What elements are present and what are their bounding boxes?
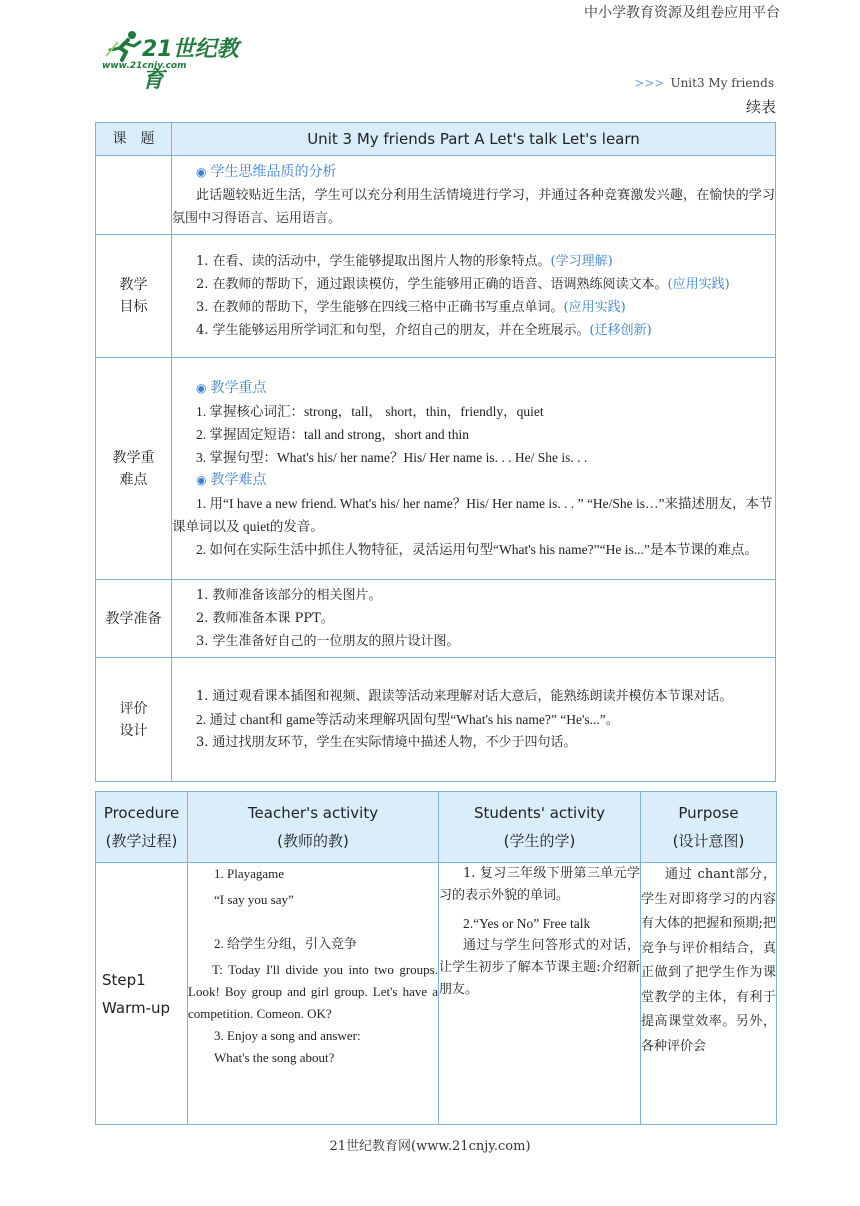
preparation-item: 3. 学生准备好自己的一位朋友的照片设计图。: [196, 634, 460, 649]
difficulty-heading-text: 教学难点: [210, 471, 267, 488]
lesson-title: Unit 3 My friends Part A Let's talk Let's learn: [172, 123, 776, 156]
logo-url: www.21cnjy.com: [102, 61, 187, 71]
continued-label: 续表: [745, 98, 776, 116]
student-item: 2.“Yes or No” Free talk: [463, 916, 591, 931]
teacher-item: “I say you say”: [214, 892, 294, 907]
purpose-cell: [641, 863, 777, 1125]
teacher-item: What's the song about?: [214, 1050, 335, 1065]
unit-breadcrumb: [634, 76, 774, 90]
preparation-cell: [172, 580, 776, 658]
preparation-row: [96, 580, 776, 658]
preparation-label: 教学准备: [96, 580, 172, 658]
evaluation-item: 1. 通过观看课本插图和视频、跟读等活动来理解对话大意后，能熟练朗读并模仿本节课对话。: [196, 689, 733, 704]
evaluation-row: [96, 658, 776, 782]
thinking-row: [96, 156, 776, 235]
teacher-item: 3. Enjoy a song and answer:: [214, 1028, 361, 1043]
logo-text: 21世纪教育: [142, 37, 239, 93]
difficulty-item: 1. 用“I have a new friend. What's his/ her name？His/ Her name is. . . ” “He/She is…”来描述朋友，本节课单词以及 quiet的发音。: [172, 495, 773, 534]
header-students: Students' activity (学生的学): [439, 792, 641, 863]
objective-item: 3. 在教师的帮助下，学生能够在四线三格中正确书写重点单词。(应用实践): [196, 300, 626, 315]
key-item: 1. 掌握核心词汇：strong，tall， short，thin，friendly，quiet: [196, 403, 544, 419]
key-heading-text: 教学重点: [210, 379, 267, 396]
teacher-item: 1. Playagame: [214, 866, 285, 881]
purpose-text: 通过 chant部分，学生对即将学习的内容有大体的把握和预期;把竞争与评价相结合，真正做到了把学生作为课堂教学的主体，有利于提高课堂效率。另外，各种评价会: [641, 867, 776, 1054]
preparation-item: 2. 教师准备本课 PPT。: [196, 611, 334, 626]
title-row: [96, 123, 776, 156]
evaluation-label: 评价设计: [96, 658, 172, 782]
bullet-icon: ◉: [196, 164, 207, 179]
title-label: 课 题: [96, 123, 172, 156]
teacher-dialogue: T: Today I'll divide you into two groups. Look! Boy group and girl group. Let's have a competition. Comeon. OK?: [188, 962, 438, 1021]
key-points-row: [96, 358, 776, 580]
thinking-label: [96, 156, 172, 235]
evaluation-item: 2. 通过 chant和 game等活动来理解巩固句型“What's his name?” “He's...”。: [196, 712, 620, 727]
thinking-heading-text: 学生思维品质的分析: [210, 163, 337, 180]
teacher-item: 2. 给学生分组，引入竞争: [214, 936, 358, 951]
evaluation-item: 3. 通过找朋友环节，学生在实际情境中描述人物，不少于四句话。: [196, 735, 577, 750]
step-label: Step1 Warm-up: [96, 863, 188, 1125]
thinking-text: 此话题较贴近生活，学生可以充分利用生活情境进行学习，并通过各种竞赛激发兴趣，在愉快的学习氛围中习得语言、运用语言。: [172, 187, 775, 226]
key-item: 3. 掌握句型：What's his/ her name？His/ Her name is. . . He/ She is. . .: [196, 449, 588, 465]
student-item: 通过与学生问答形式的对话，让学生初步了解本节课主题:介绍新朋友。: [439, 938, 640, 997]
preparation-item: 1. 教师准备该部分的相关图片。: [196, 588, 382, 603]
key-points-label: 教学重难点: [96, 358, 172, 580]
objective-item: 2. 在教师的帮助下，通过跟读模仿，学生能够用正确的语音、语调熟练阅读文本。(应用实践): [196, 277, 730, 292]
bullet-icon: ◉: [196, 380, 207, 395]
difficulty-heading: [172, 469, 775, 492]
platform-name: 中小学教育资源及组卷应用平台: [584, 5, 780, 21]
step1-row: [96, 863, 777, 1125]
evaluation-cell: [172, 658, 776, 782]
breadcrumb-arrows: >>>: [634, 76, 665, 90]
difficulty-item: 2. 如何在实际生活中抓住人物特征，灵活运用句型“What's his name?”“He is...”是本节课的难点。: [196, 541, 758, 557]
thinking-cell: [172, 156, 776, 235]
lesson-plan-table: [95, 122, 776, 782]
thinking-heading: [172, 161, 775, 184]
key-heading: [172, 377, 775, 400]
breadcrumb-text: Unit3 My friends: [670, 76, 774, 90]
teacher-activity: [188, 863, 439, 1125]
objectives-label: 教学目标: [96, 235, 172, 358]
key-points-cell: [172, 358, 776, 580]
objective-item: 1. 在看、读的活动中，学生能够提取出图片人物的形象特点。(学习理解): [196, 254, 613, 269]
student-item: 1. 复习三年级下册第三单元学习的表示外貌的单词。: [439, 866, 640, 903]
bullet-icon: ◉: [196, 472, 207, 487]
site-logo[interactable]: [100, 30, 260, 93]
procedure-table: [95, 791, 777, 1125]
procedure-header-row: [96, 792, 777, 863]
header-teacher: Teacher's activity (教师的教): [188, 792, 439, 863]
objectives-cell: [172, 235, 776, 358]
key-item: 2. 掌握固定短语：tall and strong，short and thin: [196, 426, 469, 442]
objective-item: 4. 学生能够运用所学词汇和句型，介绍自己的朋友，并在全班展示。(迁移创新): [196, 323, 652, 338]
students-activity: [439, 863, 641, 1125]
objectives-row: [96, 235, 776, 358]
running-man-icon: [102, 30, 144, 62]
footer-credit: 21世纪教育网(www.21cnjy.com): [329, 1139, 531, 1154]
header-purpose: Purpose (设计意图): [641, 792, 777, 863]
header-procedure: Procedure (教学过程): [96, 792, 188, 863]
